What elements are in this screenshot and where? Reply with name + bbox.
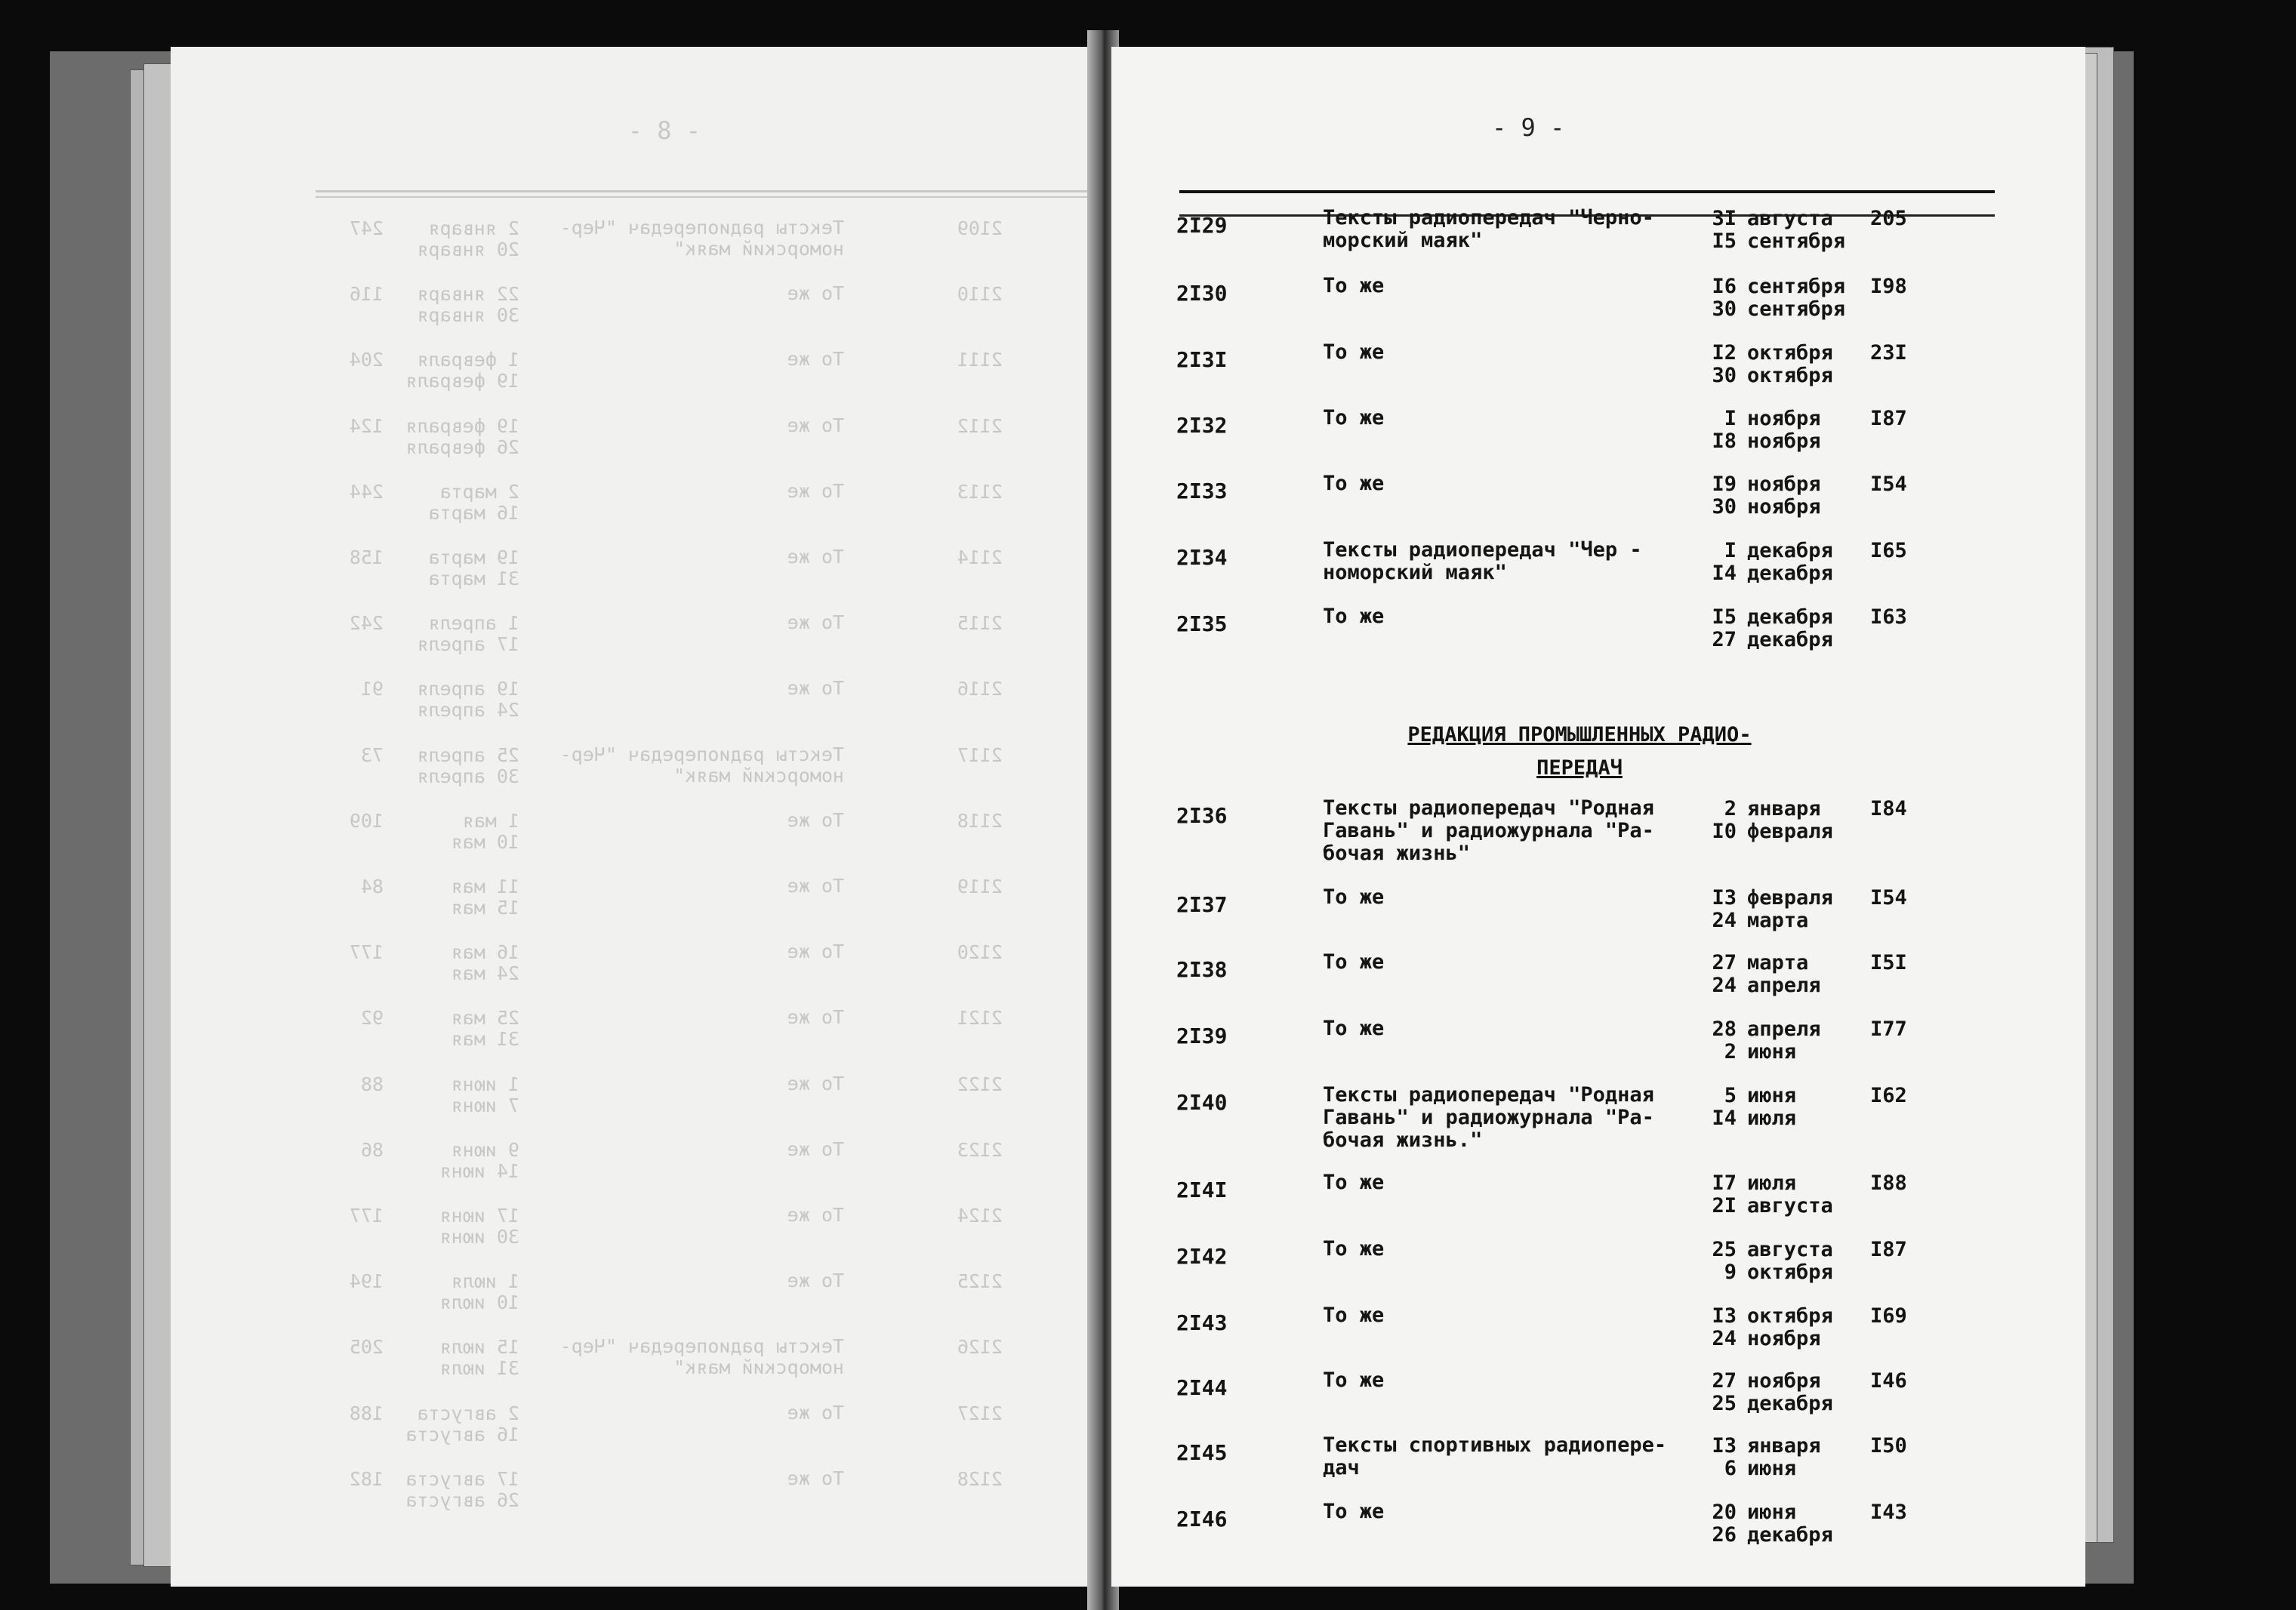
left-row-pages: 73 [360, 743, 384, 766]
left-row-pages: 242 [349, 612, 384, 635]
left-row-date-end: 31 мая [451, 1028, 519, 1051]
row-start-month: января [1747, 797, 1821, 820]
left-row-pages: 92 [360, 1007, 384, 1030]
left-row-pages: 116 [349, 283, 384, 306]
left-row-number: 2109 [957, 217, 1003, 239]
left-row-number: 2128 [957, 1467, 1003, 1490]
row-end-day: I4 [1712, 562, 1737, 585]
row-start-month: октября [1747, 1304, 1833, 1328]
left-table-row [171, 217, 1093, 278]
row-description: То же [1323, 340, 1385, 364]
row-start-day: 27 [1712, 951, 1737, 974]
row-number: 2I35 [1176, 611, 1228, 636]
left-row-date-start: 2 марта [439, 480, 519, 503]
row-description: То же [1323, 406, 1385, 429]
row-end-day: 27 [1712, 628, 1737, 651]
row-end-day: I5 [1712, 229, 1737, 253]
row-end-day: 30 [1712, 297, 1737, 321]
left-row-pages: 177 [349, 941, 384, 964]
row-number: 2I34 [1176, 545, 1228, 570]
row-page-count: I46 [1870, 1369, 1907, 1393]
row-description: То же [1323, 1237, 1385, 1261]
row-end-month: сентября [1747, 229, 1846, 253]
row-page-count: I54 [1870, 473, 1907, 496]
left-row-description: То же [787, 940, 844, 963]
right-page [1111, 47, 2085, 1587]
left-row-date-end: 16 марта [428, 501, 519, 524]
row-start-day: 5 [1724, 1084, 1737, 1107]
row-start-day: 2 [1724, 797, 1737, 820]
row-start-day: I7 [1712, 1171, 1737, 1195]
row-page-count: I54 [1870, 886, 1907, 910]
row-page-count: I98 [1870, 275, 1907, 298]
left-table-row [171, 1139, 1093, 1199]
row-start-day: 25 [1712, 1238, 1737, 1261]
left-row-date-start: 2 января [428, 217, 519, 239]
left-row-date-end: 26 августа [405, 1488, 519, 1511]
row-end-month: сентября [1747, 297, 1846, 321]
row-end-month: декабря [1747, 1523, 1833, 1547]
row-end-month: февраля [1747, 820, 1833, 843]
row-end-month: марта [1747, 909, 1809, 932]
left-row-description: То же [787, 414, 844, 436]
row-start-day: 3I [1712, 207, 1737, 230]
row-start-day: I [1724, 407, 1737, 430]
row-end-month: октября [1747, 364, 1833, 387]
right-page-content [1111, 47, 2085, 1587]
left-row-date-start: 22 января [417, 283, 519, 306]
row-end-month: июня [1747, 1457, 1797, 1480]
row-start-month: января [1747, 1434, 1821, 1458]
row-end-month: июля [1747, 1107, 1797, 1130]
row-end-day: 26 [1712, 1523, 1737, 1547]
row-number: 2I4I [1176, 1177, 1228, 1202]
left-table-row [171, 349, 1093, 409]
row-page-count: 205 [1870, 207, 1907, 230]
left-row-pages: 247 [349, 217, 384, 239]
row-page-count: I88 [1870, 1171, 1907, 1195]
left-row-description: То же [787, 611, 844, 634]
left-table-row [171, 941, 1093, 1002]
row-start-month: сентября [1747, 275, 1846, 298]
left-table-row [171, 546, 1093, 607]
left-row-date-start: 19 февраля [405, 414, 519, 437]
left-row-date-end: 15 мая [451, 897, 519, 919]
left-row-date-start: 17 августа [405, 1467, 519, 1490]
left-row-date-end: 31 июля [439, 1357, 519, 1380]
section-title [1383, 719, 1776, 785]
left-row-description: То же [787, 1467, 844, 1489]
left-row-number: 2111 [957, 349, 1003, 371]
left-row-description: То же [787, 677, 844, 700]
row-start-day: 28 [1712, 1017, 1737, 1041]
row-start-day: I9 [1712, 473, 1737, 496]
row-page-count: I87 [1870, 1238, 1907, 1261]
left-row-number: 2127 [957, 1402, 1003, 1424]
left-row-pages: 244 [349, 480, 384, 503]
row-description: Тексты радиопередач "Чер - номорский маяк" [1323, 538, 1642, 584]
left-row-number: 2122 [957, 1073, 1003, 1095]
row-page-count: I50 [1870, 1434, 1907, 1458]
row-number: 2I40 [1176, 1090, 1228, 1115]
row-start-day: I2 [1712, 341, 1737, 365]
left-row-description: То же [787, 1137, 844, 1160]
row-end-day: 30 [1712, 364, 1737, 387]
row-end-month: декабря [1747, 1392, 1833, 1415]
left-row-date-end: 24 мая [451, 962, 519, 985]
left-row-description: То же [787, 1072, 844, 1094]
row-end-day: 2I [1712, 1194, 1737, 1218]
left-row-date-start: 25 апреля [417, 743, 519, 766]
row-number: 2I32 [1176, 413, 1228, 438]
left-row-pages: 91 [360, 678, 384, 700]
row-start-day: I [1724, 539, 1737, 562]
row-end-month: ноября [1747, 429, 1821, 453]
left-row-pages: 86 [360, 1138, 384, 1161]
row-start-day: I5 [1712, 605, 1737, 629]
left-row-description: То же [787, 479, 844, 502]
row-number: 2I42 [1176, 1244, 1228, 1269]
left-row-date-end: 20 января [417, 239, 519, 260]
row-number: 2I43 [1176, 1310, 1228, 1335]
left-row-date-start: 1 мая [462, 809, 519, 832]
row-page-count: I77 [1870, 1017, 1907, 1041]
row-end-month: ноября [1747, 1327, 1821, 1350]
row-description: То же [1323, 1304, 1385, 1327]
left-row-date-start: 9 июня [451, 1138, 519, 1161]
left-row-pages: 182 [349, 1467, 384, 1490]
left-row-pages: 177 [349, 1205, 384, 1227]
row-end-month: декабря [1747, 628, 1833, 651]
left-row-pages: 205 [349, 1336, 384, 1359]
row-start-month: ноября [1747, 473, 1821, 496]
left-row-date-end: 14 июня [439, 1159, 519, 1182]
row-end-day: 9 [1724, 1261, 1737, 1284]
left-row-number: 2116 [957, 678, 1003, 700]
row-description: То же [1323, 274, 1385, 297]
row-start-month: марта [1747, 951, 1809, 974]
right-top-rule [1179, 190, 1995, 193]
row-number: 2I46 [1176, 1507, 1228, 1532]
left-row-date-end: 30 июня [439, 1226, 519, 1248]
left-row-date-end: 30 апреля [417, 765, 519, 787]
left-top-rule [316, 190, 1093, 192]
row-page-count: I5I [1870, 951, 1907, 974]
row-description: То же [1323, 605, 1385, 628]
row-page-count: I69 [1870, 1304, 1907, 1328]
row-description: Тексты радиопередач "Родная Гавань" и радиожурнала "Ра- бочая жизнь." [1323, 1083, 1654, 1152]
left-row-description: То же [787, 808, 844, 831]
left-row-pages: 188 [349, 1402, 384, 1424]
left-row-number: 2124 [957, 1205, 1003, 1227]
right-page-number: - 9 - [1492, 113, 1565, 142]
row-description: То же [1323, 950, 1385, 974]
row-start-day: 20 [1712, 1501, 1737, 1524]
row-page-count: I65 [1870, 539, 1907, 562]
row-start-day: I3 [1712, 886, 1737, 910]
left-row-date-start: 1 апреля [428, 612, 519, 635]
row-start-month: августа [1747, 207, 1833, 230]
row-page-count: I43 [1870, 1501, 1907, 1524]
left-table-row [171, 612, 1093, 673]
row-description: То же [1323, 1500, 1385, 1523]
left-row-date-start: 16 мая [451, 941, 519, 964]
left-row-number: 2112 [957, 414, 1003, 437]
left-row-description: То же [787, 1270, 844, 1292]
row-end-month: июня [1747, 1040, 1797, 1064]
left-row-pages: 88 [360, 1073, 384, 1095]
left-row-number: 2121 [957, 1007, 1003, 1030]
section-title-line-2: ПЕРЕДАЧ [1536, 756, 1623, 780]
left-row-date-start: 19 марта [428, 546, 519, 568]
left-table-row [171, 744, 1093, 805]
left-table-row [171, 1007, 1093, 1067]
row-start-month: декабря [1747, 605, 1833, 629]
row-start-day: I3 [1712, 1434, 1737, 1458]
left-table-row [171, 1073, 1093, 1134]
left-row-number: 2115 [957, 612, 1003, 635]
row-start-month: июля [1747, 1171, 1797, 1195]
left-row-description: Тексты радиопередач "Чер- номорский маяк" [559, 1335, 844, 1379]
row-end-day: I0 [1712, 820, 1737, 843]
left-row-number: 2110 [957, 283, 1003, 306]
row-start-day: 27 [1712, 1369, 1737, 1393]
row-start-day: I3 [1712, 1304, 1737, 1328]
row-end-day: 30 [1712, 495, 1737, 519]
row-description: То же [1323, 1171, 1385, 1194]
left-row-date-end: 7 июня [451, 1094, 519, 1116]
row-end-month: октября [1747, 1261, 1833, 1284]
left-row-description: Тексты радиопередач "Чер- номорский маяк" [559, 217, 844, 260]
row-end-day: 6 [1724, 1457, 1737, 1480]
left-table-row [171, 678, 1093, 738]
row-number: 2I37 [1176, 892, 1228, 917]
row-start-month: ноября [1747, 407, 1821, 430]
row-start-month: ноября [1747, 1369, 1821, 1393]
row-start-month: июня [1747, 1501, 1797, 1524]
left-table-row [171, 481, 1093, 541]
left-row-number: 2114 [957, 546, 1003, 568]
left-table-row [171, 1270, 1093, 1331]
left-row-description: То же [787, 875, 844, 897]
left-table-row [171, 1336, 1093, 1396]
left-row-date-end: 17 апреля [417, 633, 519, 656]
left-row-pages: 194 [349, 1270, 384, 1293]
left-row-date-start: 15 июля [439, 1336, 519, 1359]
left-row-description: То же [787, 1006, 844, 1029]
left-row-number: 2120 [957, 941, 1003, 964]
left-top-rule-2 [316, 196, 1093, 198]
left-table-row [171, 415, 1093, 476]
left-table-row [171, 1468, 1093, 1528]
row-end-day: 24 [1712, 1327, 1737, 1350]
left-row-date-start: 19 апреля [417, 678, 519, 700]
row-number: 2I44 [1176, 1375, 1228, 1400]
row-description: То же [1323, 1017, 1385, 1040]
left-row-number: 2123 [957, 1138, 1003, 1161]
left-row-number: 2118 [957, 809, 1003, 832]
row-start-month: августа [1747, 1238, 1833, 1261]
left-table-row [171, 1402, 1093, 1463]
left-table-row [171, 876, 1093, 936]
left-row-date-end: 16 августа [405, 1423, 519, 1445]
row-end-day: 24 [1712, 909, 1737, 932]
left-row-description: То же [787, 282, 844, 305]
left-row-description: То же [787, 1401, 844, 1424]
left-row-date-end: 10 мая [451, 830, 519, 853]
row-page-count: I63 [1870, 605, 1907, 629]
left-row-pages: 158 [349, 546, 384, 568]
left-table-row [171, 1205, 1093, 1265]
row-page-count: I84 [1870, 797, 1907, 820]
left-row-number: 2125 [957, 1270, 1003, 1293]
row-end-day: I8 [1712, 429, 1737, 453]
row-start-day: I6 [1712, 275, 1737, 298]
row-number: 2I30 [1176, 281, 1228, 306]
left-row-date-end: 24 апреля [417, 699, 519, 722]
row-start-month: декабря [1747, 539, 1833, 562]
left-row-date-start: 1 июня [451, 1073, 519, 1095]
row-number: 2I45 [1176, 1440, 1228, 1465]
row-description: То же [1323, 1368, 1385, 1392]
left-row-number: 2113 [957, 480, 1003, 503]
row-page-count: 23I [1870, 341, 1907, 365]
left-row-date-end: 26 февраля [405, 436, 519, 458]
row-end-day: 2 [1724, 1040, 1737, 1064]
row-end-month: ноября [1747, 495, 1821, 519]
left-row-pages: 124 [349, 414, 384, 437]
row-end-day: I4 [1712, 1107, 1737, 1130]
row-start-month: февраля [1747, 886, 1833, 910]
row-description: Тексты радиопередач "Черно- морский маяк" [1323, 206, 1654, 252]
left-row-date-start: 17 июня [439, 1205, 519, 1227]
section-title-line-1: РЕДАКЦИЯ ПРОМЫШЛЕННЫХ РАДИО- [1407, 723, 1752, 747]
row-number: 2I36 [1176, 803, 1228, 828]
left-row-date-start: 1 февраля [417, 349, 519, 371]
left-page-number: - 8 - [627, 116, 701, 145]
left-row-description: Тексты радиопередач "Чер- номорский маяк" [559, 743, 844, 787]
row-page-count: I62 [1870, 1084, 1907, 1107]
row-page-count: I87 [1870, 407, 1907, 430]
left-row-number: 2119 [957, 876, 1003, 897]
row-end-month: декабря [1747, 562, 1833, 585]
row-number: 2I38 [1176, 957, 1228, 982]
row-number: 2I33 [1176, 479, 1228, 503]
left-row-description: То же [787, 546, 844, 568]
row-number: 2I29 [1176, 213, 1228, 238]
row-end-month: августа [1747, 1194, 1833, 1218]
row-number: 2I39 [1176, 1024, 1228, 1048]
left-row-date-end: 19 февраля [405, 370, 519, 392]
left-row-date-start: 11 мая [451, 876, 519, 897]
row-end-day: 24 [1712, 974, 1737, 997]
left-row-date-end: 30 января [417, 304, 519, 327]
row-start-month: октября [1747, 341, 1833, 365]
left-row-number: 2117 [957, 743, 1003, 766]
row-start-month: апреля [1747, 1017, 1821, 1041]
row-start-month: июня [1747, 1084, 1797, 1107]
left-row-description: То же [787, 1204, 844, 1226]
left-page [171, 47, 1093, 1587]
row-description: То же [1323, 885, 1385, 909]
row-end-day: 25 [1712, 1392, 1737, 1415]
left-row-date-end: 31 марта [428, 568, 519, 590]
row-number: 2I3I [1176, 347, 1228, 372]
left-row-date-start: 1 июля [451, 1270, 519, 1293]
left-row-pages: 204 [349, 349, 384, 371]
left-row-date-start: 2 августа [417, 1402, 519, 1424]
row-end-month: апреля [1747, 974, 1821, 997]
row-description: Тексты радиопередач "Родная Гавань" и радиожурнала "Ра- бочая жизнь" [1323, 796, 1654, 865]
left-row-pages: 84 [360, 876, 384, 897]
left-row-date-start: 25 мая [451, 1007, 519, 1030]
row-description: То же [1323, 472, 1385, 495]
left-row-description: То же [787, 348, 844, 371]
row-description: Тексты спортивных радиопере- дач [1323, 1433, 1667, 1479]
left-row-date-end: 10 июля [439, 1291, 519, 1314]
left-page-ghost-text [171, 47, 1093, 1587]
left-table-row [171, 810, 1093, 870]
left-row-number: 2126 [957, 1336, 1003, 1359]
left-row-pages: 109 [349, 809, 384, 832]
left-table-row [171, 283, 1093, 343]
